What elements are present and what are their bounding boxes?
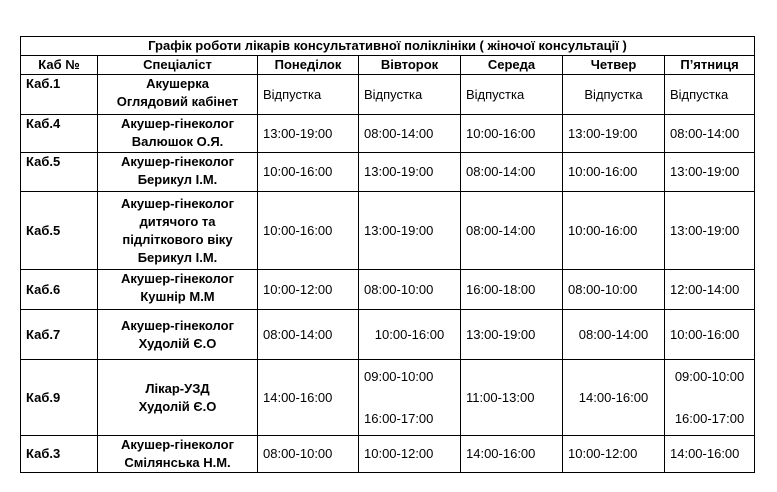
specialist-cell xyxy=(98,360,258,436)
room-cell: Каб.3 xyxy=(21,436,98,473)
tuesday-slots xyxy=(364,366,455,430)
specialist-line: Акушер-гінеколог xyxy=(121,116,234,131)
friday-cell: 10:00-16:00 xyxy=(665,310,755,360)
wednesday-cell: 08:00-14:00 xyxy=(461,153,563,192)
thursday-cell: Відпустка xyxy=(563,75,665,115)
table-row xyxy=(21,192,755,270)
room-cell: Каб.9 xyxy=(21,360,98,436)
wednesday-cell: 13:00-19:00 xyxy=(461,310,563,360)
room-cell: Каб.7 xyxy=(21,310,98,360)
wednesday-cell: 08:00-14:00 xyxy=(461,192,563,270)
table-row xyxy=(21,115,755,153)
specialist-line: Худолій Є.О xyxy=(138,335,217,351)
thursday-cell: 10:00-16:00 xyxy=(563,153,665,192)
specialist-cell xyxy=(98,153,258,192)
room-cell: Каб.5 xyxy=(21,192,98,270)
tuesday-cell: 13:00-19:00 xyxy=(359,153,461,192)
wednesday-cell: 16:00-18:00 xyxy=(461,270,563,310)
specialist-line: Акушер-гінеколог xyxy=(121,271,234,286)
specialist-line: дитячого та xyxy=(139,213,216,229)
table-row xyxy=(21,360,755,436)
tuesday-cell: 10:00-16:00 xyxy=(359,310,461,360)
specialist-line: Худолій Є.О xyxy=(138,398,217,414)
friday-cell: 12:00-14:00 xyxy=(665,270,755,310)
tuesday-slot: 09:00-10:00 xyxy=(364,368,434,384)
header-thursday: Четвер xyxy=(563,56,665,75)
schedule-table xyxy=(20,36,755,473)
table-title: Графік роботи лікарів консультативної поліклініки ( жіночої консультації ) xyxy=(21,37,755,56)
specialist-line: Акушерка xyxy=(146,76,209,91)
friday-slots xyxy=(670,366,749,430)
header-room: Каб № xyxy=(21,56,98,75)
friday-slot: 16:00-17:00 xyxy=(674,410,745,426)
tuesday-cell xyxy=(359,360,461,436)
room-cell: Каб.4 xyxy=(21,115,98,153)
friday-cell xyxy=(665,360,755,436)
specialist-cell xyxy=(98,436,258,473)
monday-cell: 10:00-16:00 xyxy=(258,153,359,192)
specialist-cell xyxy=(98,115,258,153)
specialist-cell xyxy=(98,192,258,270)
thursday-cell: 10:00-16:00 xyxy=(563,192,665,270)
specialist-line: Акушер-гінеколог xyxy=(121,154,234,169)
thursday-cell: 08:00-10:00 xyxy=(563,270,665,310)
table-row xyxy=(21,270,755,310)
monday-cell: 13:00-19:00 xyxy=(258,115,359,153)
monday-cell: Відпустка xyxy=(258,75,359,115)
thursday-cell: 08:00-14:00 xyxy=(563,310,665,360)
specialist-line: Берикул І.М. xyxy=(137,249,218,265)
table-row xyxy=(21,436,755,473)
friday-slot: 09:00-10:00 xyxy=(674,368,745,384)
header-friday: П’ятниця xyxy=(665,56,755,75)
specialist-cell xyxy=(98,75,258,115)
specialist-line: Акушер-гінеколог xyxy=(121,195,234,211)
specialist-line: Валюшок О.Я. xyxy=(131,134,224,149)
header-tuesday: Вівторок xyxy=(359,56,461,75)
specialist-line: Оглядовий кабінет xyxy=(116,94,239,109)
header-monday: Понеділок xyxy=(258,56,359,75)
thursday-cell: 13:00-19:00 xyxy=(563,115,665,153)
room-cell: Каб.1 xyxy=(21,75,98,115)
monday-cell: 14:00-16:00 xyxy=(258,360,359,436)
specialist-cell xyxy=(98,310,258,360)
monday-cell: 10:00-16:00 xyxy=(258,192,359,270)
header-wednesday: Середа xyxy=(461,56,563,75)
tuesday-cell: 08:00-14:00 xyxy=(359,115,461,153)
table-row xyxy=(21,310,755,360)
friday-cell: Відпустка xyxy=(665,75,755,115)
friday-cell: 14:00-16:00 xyxy=(665,436,755,473)
tuesday-slot: 16:00-17:00 xyxy=(364,410,434,426)
monday-cell: 08:00-10:00 xyxy=(258,436,359,473)
monday-cell: 10:00-12:00 xyxy=(258,270,359,310)
specialist-line: Лікар-УЗД xyxy=(145,380,210,396)
specialist-line: Берикул І.М. xyxy=(137,172,218,187)
specialist-line: Смілянська Н.М. xyxy=(124,455,231,470)
room-cell: Каб.5 xyxy=(21,153,98,192)
header-specialist: Спеціаліст xyxy=(98,56,258,75)
wednesday-cell: 11:00-13:00 xyxy=(461,360,563,436)
tuesday-cell: 08:00-10:00 xyxy=(359,270,461,310)
thursday-cell: 10:00-12:00 xyxy=(563,436,665,473)
monday-cell: 08:00-14:00 xyxy=(258,310,359,360)
specialist-line: Акушер-гінеколог xyxy=(121,317,234,333)
specialist-line: підліткового віку xyxy=(122,231,233,247)
friday-cell: 13:00-19:00 xyxy=(665,153,755,192)
tuesday-cell: 13:00-19:00 xyxy=(359,192,461,270)
friday-cell: 13:00-19:00 xyxy=(665,192,755,270)
table-row xyxy=(21,75,755,115)
room-cell: Каб.6 xyxy=(21,270,98,310)
table-row xyxy=(21,153,755,192)
wednesday-cell: Відпустка xyxy=(461,75,563,115)
specialist-cell xyxy=(98,270,258,310)
thursday-cell: 14:00-16:00 xyxy=(563,360,665,436)
tuesday-cell: Відпустка xyxy=(359,75,461,115)
friday-cell: 08:00-14:00 xyxy=(665,115,755,153)
specialist-line: Кушнір М.М xyxy=(140,289,215,304)
wednesday-cell: 14:00-16:00 xyxy=(461,436,563,473)
tuesday-cell: 10:00-12:00 xyxy=(359,436,461,473)
specialist-line: Акушер-гінеколог xyxy=(121,437,234,452)
wednesday-cell: 10:00-16:00 xyxy=(461,115,563,153)
